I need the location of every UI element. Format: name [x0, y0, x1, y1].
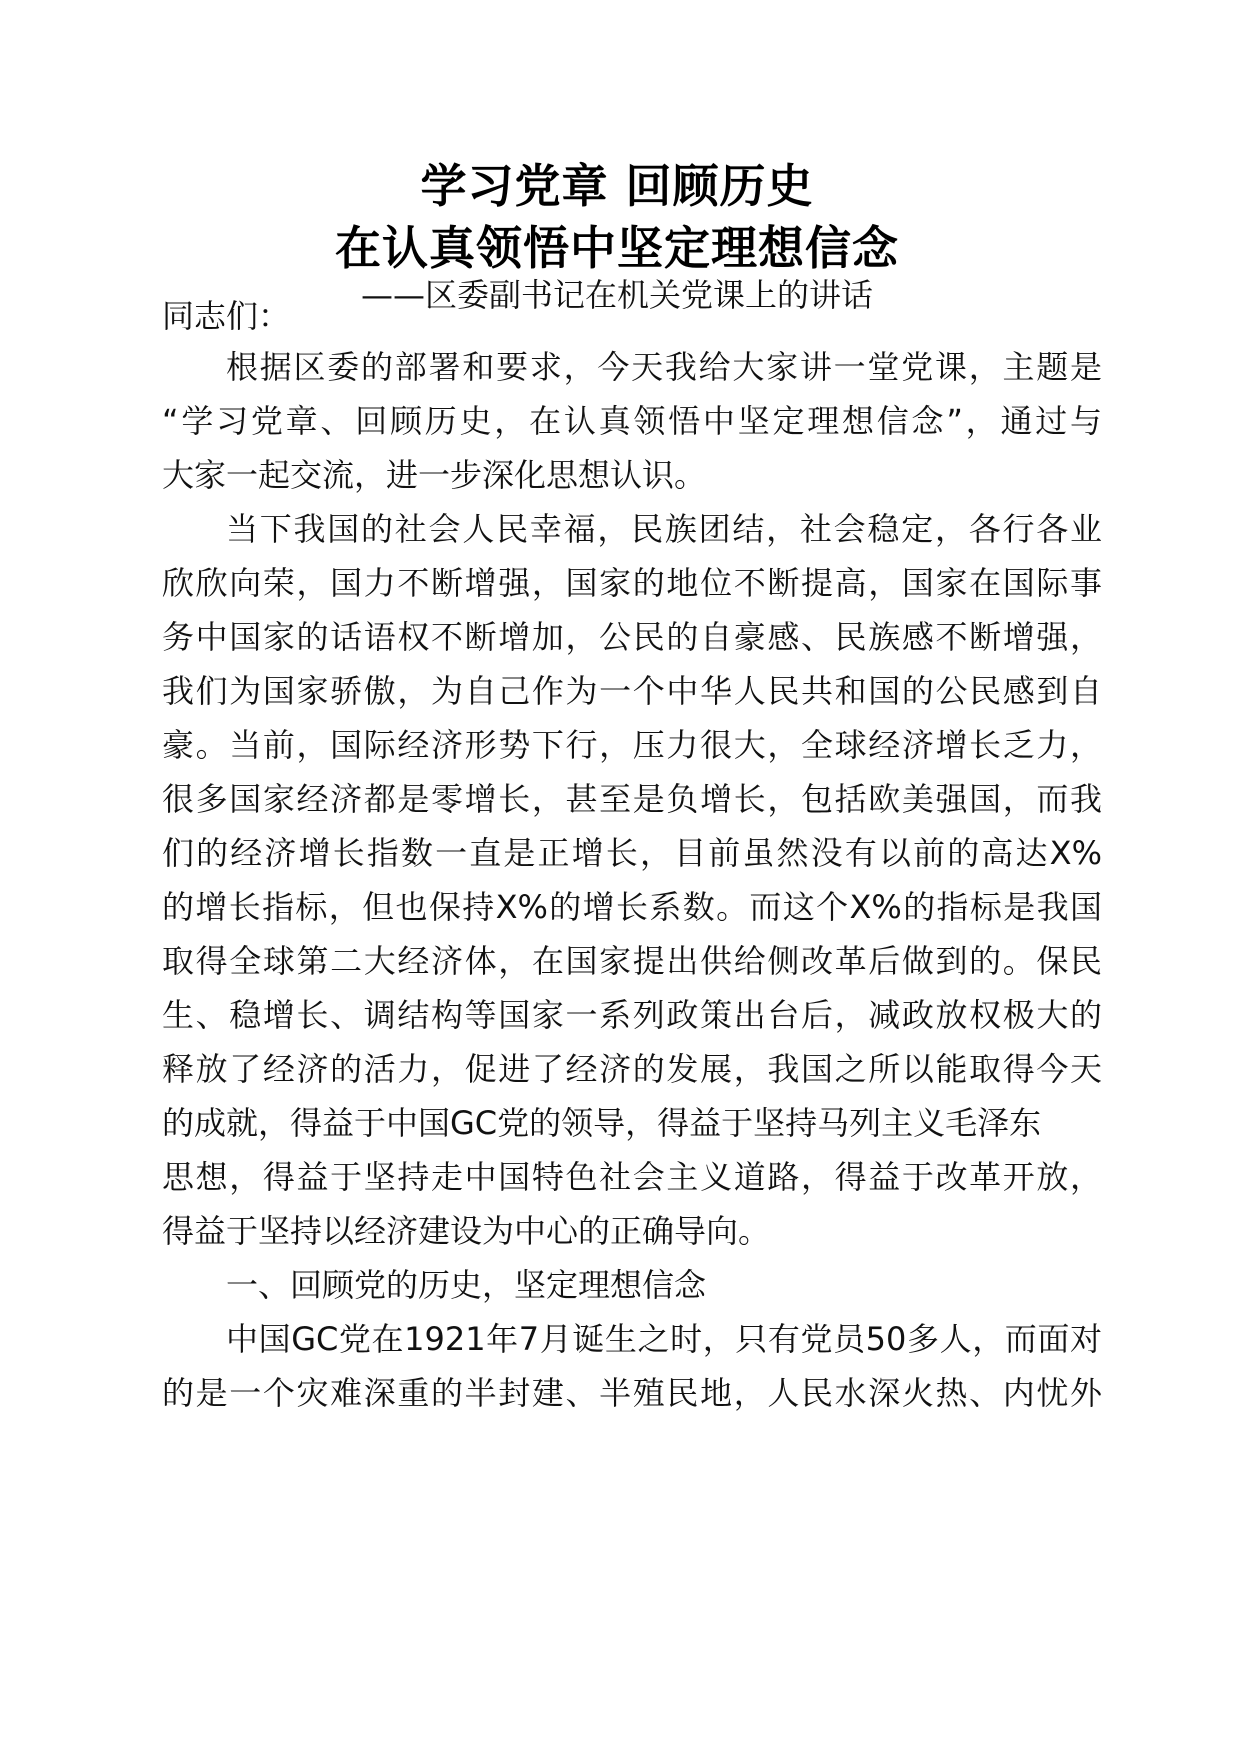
paragraph-2-line-12: 的成就，得益于中国GC党的领导，得益于坚持马列主义毛泽东 — [162, 1104, 1042, 1142]
paragraph-2-line-8: 的增长指标，但也保持X%的增长系数。而这个X%的指标是我国 — [162, 888, 1102, 926]
paragraph-2-line-9: 取得全球第二大经济体，在国家提出供给侧改革后做到的。保民 — [162, 942, 1102, 980]
paragraph-2-line-11: 释放了经济的活力，促进了经济的发展，我国之所以能取得今天 — [162, 1050, 1102, 1088]
section-heading-1: 一、回顾党的历史，坚定理想信念 — [226, 1266, 707, 1304]
paragraph-3-line-2: 的是一个灾难深重的半封建、半殖民地，人民水深火热、内忧外 — [162, 1374, 1102, 1412]
paragraph-2-line-3: 务中国家的话语权不断增加，公民的自豪感、民族感不断增强， — [162, 618, 1102, 656]
paragraph-1-line-2: “学习党章、回顾历史，在认真领悟中坚定理想信念”，通过与 — [162, 402, 1102, 440]
paragraph-2-line-10: 生、稳增长、调结构等国家一系列政策出台后，减政放权极大的 — [162, 996, 1102, 1034]
paragraph-2-line-7: 们的经济增长指数一直是正增长，目前虽然没有以前的高达X% — [162, 834, 1102, 872]
paragraph-2-line-13: 思想，得益于坚持走中国特色社会主义道路，得益于改革开放， — [162, 1158, 1102, 1196]
paragraph-2-line-1: 当下我国的社会人民幸福，民族团结，社会稳定，各行各业 — [226, 510, 1102, 548]
paragraph-1-line-1: 根据区委的部署和要求，今天我给大家讲一堂党课，主题是 — [226, 348, 1102, 386]
paragraph-1-line-3: 大家一起交流，进一步深化思想认识。 — [162, 456, 707, 494]
paragraph-2-line-5: 豪。当前，国际经济形势下行，压力很大，全球经济增长乏力， — [162, 726, 1102, 764]
paragraph-2-line-6: 很多国家经济都是零增长，甚至是负增长，包括欧美强国，而我 — [162, 780, 1102, 818]
paragraph-2-line-14: 得益于坚持以经济建设为中心的正确导向。 — [162, 1212, 771, 1250]
paragraph-3-line-1: 中国GC党在1921年7月诞生之时，只有党员50多人，而面对 — [226, 1320, 1102, 1358]
document-subtitle: ——区委副书记在机关党课上的讲话 — [360, 276, 873, 314]
document-title-line-1: 学习党章 回顾历史 — [420, 159, 814, 213]
paragraph-2-line-2: 欣欣向荣，国力不断增强，国家的地位不断提高，国家在国际事 — [162, 564, 1102, 602]
paragraph-2-line-4: 我们为国家骄傲，为自己作为一个中华人民共和国的公民感到自 — [162, 672, 1102, 710]
salutation: 同志们： — [162, 297, 291, 335]
document-title-line-2: 在认真领悟中坚定理想信念 — [335, 221, 899, 275]
